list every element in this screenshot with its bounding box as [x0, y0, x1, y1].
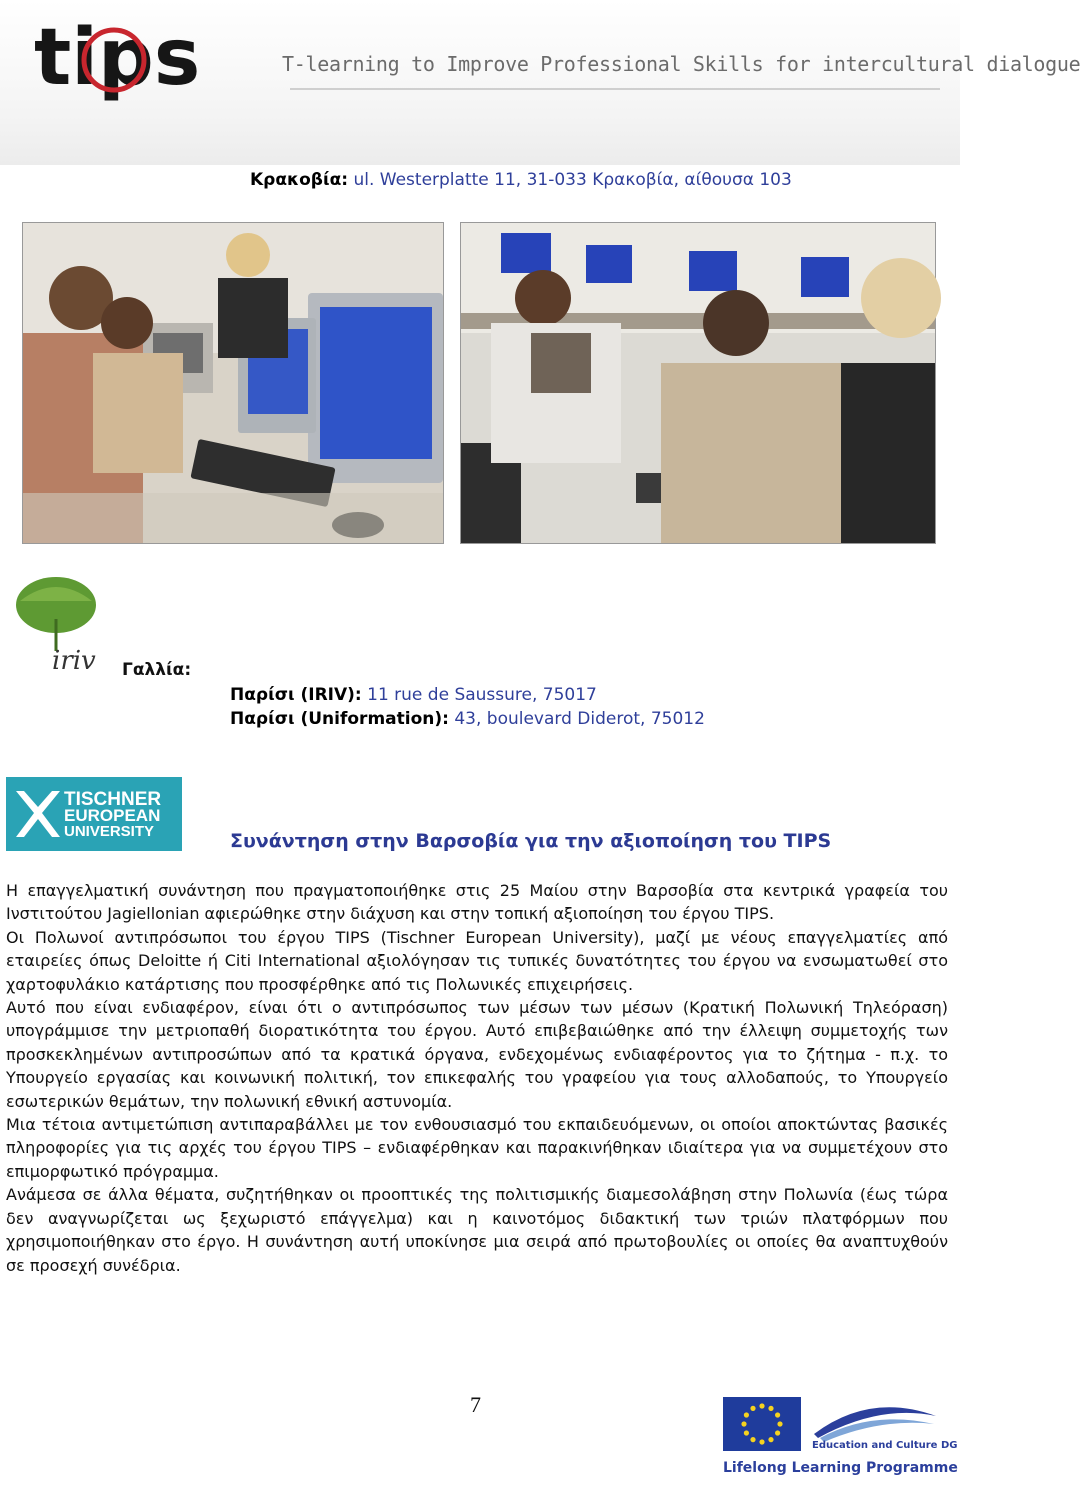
eu-star-icon — [741, 1421, 746, 1426]
iriv-logo-text: iriv — [52, 646, 96, 676]
tischner-emblem-icon — [6, 777, 66, 851]
page-number: 7 — [470, 1392, 481, 1417]
paris-iriv-label: Παρίσι (IRIV): — [230, 685, 362, 705]
article-paragraph: Ανάμεσα σε άλλα θέματα, συζητήθηκαν οι προοπτικές της πολιτισμικής διαμεσολάβηση στην Πολωνία (έως τώρα δεν αναγνωρίζεται ως ξεχωριστό επάγγελμα) και η καινοτόμος διδακτική των τριών πλατφόρμων που χρησιμοποιήθηκαν στο έργο. Η συνάντηση αυτή υποκίνησε μια σειρά από πρωτοβουλίες οι οποίες θα αναπτυχθούν σε προσεχή συνέδρια. — [6, 1185, 948, 1275]
eu-star-icon — [744, 1430, 749, 1435]
eu-flag-icon — [723, 1397, 801, 1451]
header-tagline: T-learning to Improve Professional Skills for intercultural dialogue — [282, 52, 1080, 76]
krakow-value: ul. Westerplatte 11, 31-033 Κρακοβία, αίθουσα 103 — [353, 170, 792, 190]
paris-uniformation-value: 43, boulevard Diderot, 75012 — [454, 709, 705, 729]
france-label: Γαλλία: — [122, 660, 192, 680]
iriv-logo — [6, 575, 106, 675]
eu-star-icon — [777, 1421, 782, 1426]
tips-logo-text: tips — [34, 13, 201, 103]
article-title: Συνάντηση στην Βαρσοβία για την αξιοποίηση του TIPS — [230, 830, 832, 852]
training-photo-1 — [22, 222, 444, 544]
eu-star-icon — [775, 1430, 780, 1435]
eu-star-icon — [768, 1437, 773, 1442]
eu-star-icon — [775, 1412, 780, 1417]
krakow-label: Κρακοβία: — [250, 170, 349, 190]
tischner-logo-line1: TISCHNER — [64, 789, 162, 810]
article-paragraph: Αυτό που είναι ενδιαφέρον, είναι ότι ο αντιπρόσωπος των μέσων των μέσων (Κρατική Πολωνική Τηλεόραση) υπογράμμισε την μετριοπαθή διορατικότητα του έργου. Αυτό επιβεβαιώθηκε από την έλλειψη συμμετοχής των προσκεκλημένων αντιπροσώπων από τα κρατικά όργανα, ενδεχομένως ενδιαφέροντος για το ζήτημα - π.χ. το Υπουργείο εργασίας και κοινωνική πολιτική, τον επικεφαλής του γραφείου για τους αλλοδαπούς, το Υπουργείο εσωτερικών θεμάτων, την πολωνική εθνική αστυνομία. — [6, 998, 948, 1111]
lifelong-learning-programme-label: Lifelong Learning Programme — [723, 1460, 958, 1476]
article-body — [6, 879, 948, 1277]
paris-uniformation-address — [230, 709, 705, 729]
krakow-address — [250, 170, 792, 190]
tischner-logo-line3: UNIVERSITY — [64, 823, 155, 840]
article-paragraph: Οι Πολωνοί αντιπρόσωποι του έργου TIPS (Tischner European University), μαζί με νέους επαγγελματίες από εταιρείες όπως Deloitte ή Citi International αξιολόγησαν τις τυπικές δυνατότητες του έργου να ενσωματωθεί στο χαρτοφυλάκιο κατάρτισης που προσφέρθηκε από τις Πολωνικές επιχειρήσεις. — [6, 927, 948, 994]
article-paragraph: Η επαγγελματική συνάντηση που πραγματοποιήθηκε στις 25 Μαίου στην Βαρσοβία στα κεντρικά γραφεία του Ινστιτούτου Jagiellonian αφιερώθηκε στην διάχυση και στην τοπική αξιοποίηση του έργου TIPS. — [6, 881, 948, 924]
education-culture-dg-label: Education and Culture DG — [812, 1440, 958, 1451]
article-paragraph: Μια τέτοια αντιμετώπιση αντιπαραβάλλει με τον ενθουσιασμό του εκπαιδευόμενων, οι οποίοι αποκτώντας βασικές πληροφορίες για τις αρχές του έργου TIPS – ενδιαφέρθηκαν και παρακινήθηκαν ιδιαίτερα για να συμμετέχουν στο επιμορφωτικό πρόγραμμα. — [6, 1115, 948, 1181]
eu-star-icon — [768, 1406, 773, 1411]
eu-star-icon — [759, 1403, 764, 1408]
paris-iriv-value: 11 rue de Saussure, 75017 — [367, 685, 597, 705]
eu-star-icon — [750, 1437, 755, 1442]
lifelong-learning-swoosh-icon — [810, 1398, 940, 1442]
tips-logo — [30, 8, 270, 148]
header-rule — [290, 88, 940, 90]
paris-iriv-address — [230, 685, 597, 705]
paris-uniformation-label: Παρίσι (Uniformation): — [230, 709, 449, 729]
training-photo-2 — [460, 222, 936, 544]
eu-star-icon — [759, 1439, 764, 1444]
tischner-logo-text — [64, 789, 162, 840]
eu-star-icon — [750, 1406, 755, 1411]
eu-star-icon — [744, 1412, 749, 1417]
tischner-logo-line2: EUROPEAN — [64, 806, 161, 825]
